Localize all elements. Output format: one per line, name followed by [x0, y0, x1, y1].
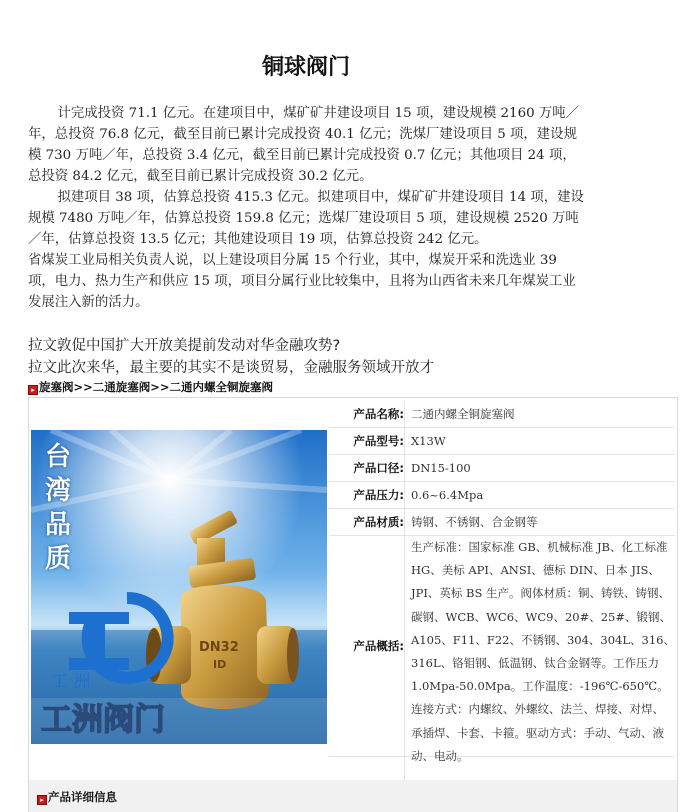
product-image-graphic: [31, 430, 327, 744]
product-info-box: [28, 397, 678, 781]
valve-marking-size: DN32: [199, 640, 239, 655]
spec-label: 产品口径:: [329, 455, 405, 481]
breadcrumb: [28, 379, 273, 395]
related-links: [28, 335, 628, 379]
vertical-text-3: 品: [45, 510, 72, 540]
spec-value: 生产标准：国家标准 GB、机械标准 JB、化工标准 HG、美标 API、ANSI、德标 DIN、日本 JIS、JPI、英标 BS 生产。阀体材质：铜、铸铁、铸钢、碳钢、WCB、WC6、WC9、20#、25#、锻钢、A105、F11、F22、不锈钢、304、304L、316、316L、铬钼钢、低温钢、钛合金钢等。工作压力 1.0Mpa-50.0Mpa。工作温度：-196℃-650℃。连接方式：内螺纹、外螺纹、法兰、焊接、对焊、承插焊、卡套、卡箍。驱动方式：手动、气动、液动、电动。: [411, 540, 675, 763]
related-link-1[interactable]: 拉文敦促中国扩大开放美提前发动对华金融攻势?: [28, 338, 341, 354]
brand-banner: 工洲阀门: [41, 702, 165, 738]
article-paragraph-2: 拟建项目 38 项，估算总投资 415.3 亿元。拟建项目中，煤矿矿井建设项目 14 项，建设规模 7480 万吨／年，估算总投资 159.8 亿元；选煤厂建设项目 5 项，建设规模 2520 万吨／年，估算总投资 13.5 亿元；其他建设项目 19 项，估算总投资 242 亿元。: [28, 190, 584, 247]
spec-label: 产品压力:: [329, 482, 405, 508]
spec-value: DN15-100: [411, 461, 471, 475]
logo-subtext: 工 洲: [51, 672, 91, 692]
article-paragraph-1: 计完成投资 71.1 亿元。在建项目中，煤矿矿井建设项目 15 项，建设规模 2160 万吨／年，总投资 76.8 亿元，截至目前已累计完成投资 40.1 亿元；洗煤厂建设项目 5 项，建设规模 730 万吨／年，总投资 3.4 亿元，截至目前已累计完成投资 0.7 亿元；其他项目 24 项，总投资 84.2 亿元，截至目前已累计完成投资 30.2 亿元。: [28, 106, 580, 184]
spec-label: 产品型号:: [329, 428, 405, 454]
spec-row-summary: [329, 536, 675, 763]
detail-arrow-icon: ▸: [37, 795, 47, 805]
related-link-2[interactable]: 拉文此次来华，最主要的其实不是谈贸易，金融服务领域开放才: [28, 360, 434, 376]
detail-title: [37, 789, 117, 805]
product-image[interactable]: [31, 430, 327, 744]
spec-label: 产品概括:: [329, 536, 405, 756]
product-spec-table: [329, 401, 675, 784]
spec-value: 二通内螺全铜旋塞阀: [411, 407, 515, 421]
spec-row-bore: [329, 455, 675, 482]
spec-value: X13W: [411, 434, 446, 448]
spec-label: 产品材质:: [329, 509, 405, 535]
article-body: [28, 103, 584, 313]
spec-row-pressure: [329, 482, 675, 509]
spec-row-model: [329, 428, 675, 455]
vertical-text-2: 湾: [45, 476, 72, 506]
vertical-text-1: 台: [45, 442, 72, 472]
breadcrumb-text[interactable]: 旋塞阀>>二通旋塞阀>>二通内螺全铜旋塞阀: [39, 380, 274, 394]
breadcrumb-arrow-icon: ▸: [28, 385, 38, 395]
spec-value: 0.6~6.4Mpa: [411, 488, 484, 502]
spec-row-material: [329, 509, 675, 536]
detail-title-text: 产品详细信息: [48, 790, 117, 804]
detail-section-header: [28, 780, 678, 812]
article-paragraph-3: 省煤炭工业局相关负责人说，以上建设项目分属 15 个行业，其中，煤炭开采和洗选业 39 项，电力、热力生产和供应 15 项，项目分属行业比较集中，且将为山西省未来几年煤炭工业发展注入新的活力。: [28, 253, 576, 310]
spec-row-name: [329, 401, 675, 428]
page-title: 铜球阀门: [261, 55, 350, 80]
spec-label: 产品名称:: [329, 401, 405, 427]
valve-marking-id: ID: [213, 658, 227, 671]
spec-value: 铸钢、不锈钢、合金钢等: [411, 515, 538, 529]
vertical-text-4: 质: [45, 544, 72, 574]
